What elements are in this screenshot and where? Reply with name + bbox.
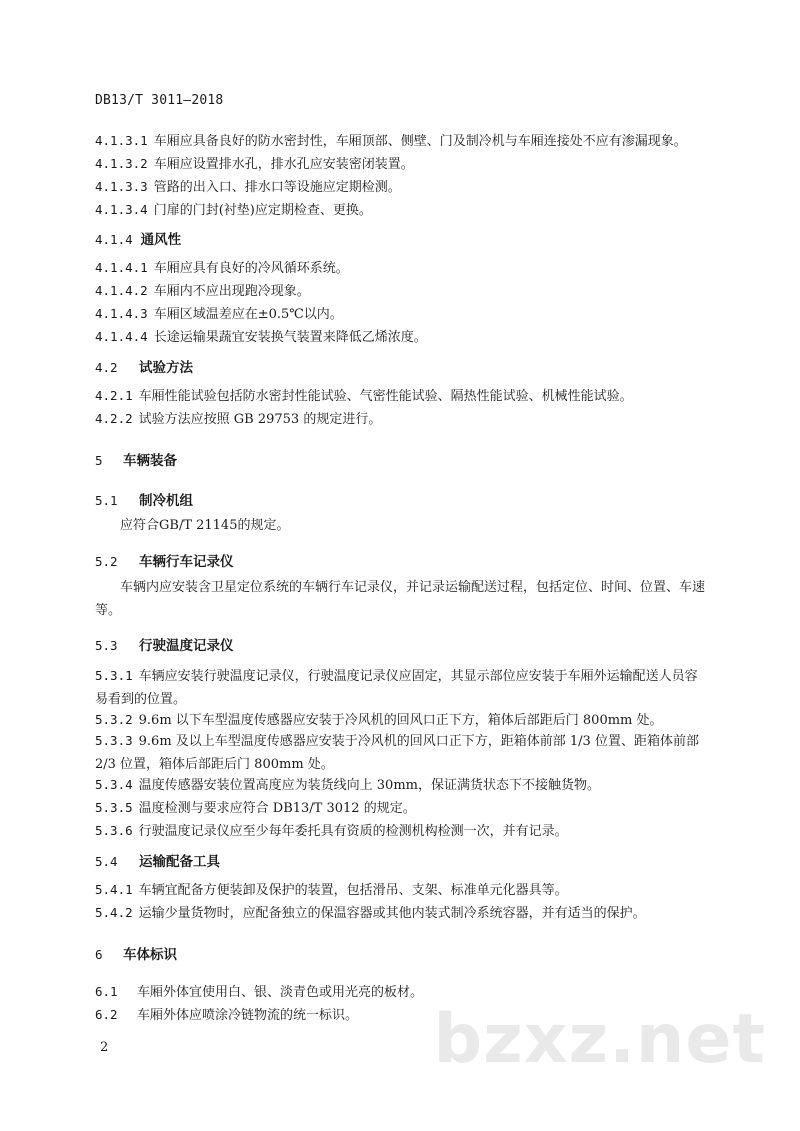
clause-4-1-4-1 [95, 258, 705, 278]
heading-title: 制冷机组 [139, 493, 193, 509]
clause-text: 车厢应具有良好的冷风循环系统。 [153, 261, 349, 276]
clause-number: 5.3.4 [95, 777, 133, 792]
clause-text: 车厢外体宜使用白、银、淡青色或用光亮的板材。 [137, 985, 424, 1000]
clause-4-1-3-2 [95, 154, 705, 174]
clause-number: 4.2.2 [95, 411, 133, 426]
clause-5-3-6 [95, 821, 705, 841]
clause-number: 4.1.3.3 [95, 179, 148, 194]
clause-text: 车厢内不应出现跑冷现象。 [153, 284, 310, 299]
clause-5-4-2 [95, 903, 705, 923]
clause-text: 车厢应设置排水孔，排水孔应安装密闭装置。 [153, 157, 414, 172]
clause-4-1-3-1 [95, 131, 705, 151]
paragraph-5-1: 应符合GB/T 21145的规定。 [120, 518, 290, 533]
heading-5-2 [95, 550, 234, 570]
heading-number: 5.2 [95, 554, 118, 569]
heading-title: 通风性 [140, 232, 182, 248]
heading-number: 6 [95, 947, 103, 962]
clause-4-1-4-2 [95, 281, 705, 301]
clause-number: 4.1.4.4 [95, 329, 148, 344]
clause-text: 9.6m 及以上车型温度传感器应安装于冷风机的回风口正下方，距箱体前部 1/3 位置、距箱体前部 2/3 位置，箱体后部距后门 800mm 处。 [95, 734, 699, 772]
clause-text: 试验方法应按照 GB 29753 的规定进行。 [138, 412, 382, 427]
clause-number: 6.1 [95, 984, 118, 999]
clause-5-3-4 [95, 775, 705, 795]
heading-number: 4.2 [95, 360, 118, 375]
clause-4-2-2 [95, 409, 705, 429]
clause-text: 运输少量货物时，应配备独立的保温容器或其他内装式制冷系统容器，并有适当的保护。 [138, 906, 646, 921]
clause-text: 管路的出入口、排水口等设施应定期检测。 [153, 180, 401, 195]
heading-number: 5.3 [95, 638, 118, 653]
clause-text: 车厢区域温差应在±0.5℃以内。 [153, 307, 343, 322]
clause-number: 5.4.2 [95, 905, 133, 920]
paragraph-5-2: 车辆内应安装含卫星定位系统的车辆行车记录仪，并记录运输配送过程，包括定位、时间、位置、车速等。 [95, 580, 706, 618]
clause-number: 5.3.6 [95, 823, 133, 838]
clause-number: 4.1.4.2 [95, 283, 148, 298]
watermark: bzxz.net [433, 1000, 766, 1079]
clause-number: 4.1.4.3 [95, 306, 148, 321]
clause-text: 车厢外体应喷涂冷链物流的统一标识。 [137, 1008, 359, 1023]
heading-number: 5.1 [95, 493, 118, 508]
clause-text: 门扉的门封(衬垫)应定期检查、更换。 [153, 203, 372, 218]
heading-number: 4.1.4 [95, 232, 133, 247]
heading-title: 车体标识 [123, 947, 177, 963]
clause-text: 长途运输果蔬宜安装换气装置来降低乙烯浓度。 [153, 330, 427, 345]
clause-text: 车厢应具备良好的防水密封性，车厢顶部、侧壁、门及制冷机与车厢连接处不应有渗漏现象。 [153, 134, 687, 149]
clause-4-1-4-3 [95, 304, 705, 324]
clause-number: 5.3.5 [95, 800, 133, 815]
heading-5-1 [95, 489, 193, 509]
document-id: DB13/T 3011—2018 [95, 93, 224, 108]
clause-text: 车厢性能试验包括防水密封性能试验、气密性能试验、隔热性能试验、机械性能试验。 [138, 389, 633, 404]
clause-number: 6.2 [95, 1007, 118, 1022]
clause-5-4-1 [95, 880, 705, 900]
heading-4-2 [95, 356, 193, 376]
clause-text: 车辆应安装行驶温度记录仪，行驶温度记录仪应固定，其显示部位应安装于车厢外运输配送人员容易看到的位置。 [95, 669, 698, 707]
clause-text: 温度检测与要求应符合 DB13/T 3012 的规定。 [138, 801, 416, 816]
clause-4-1-3-4 [95, 200, 705, 220]
heading-5-3 [95, 634, 234, 654]
heading-title: 试验方法 [139, 360, 193, 376]
clause-number: 4.2.1 [95, 388, 133, 403]
heading-6 [95, 943, 177, 963]
heading-4-1-4 [95, 228, 181, 248]
clause-number: 5.4.1 [95, 882, 133, 897]
clause-number: 4.1.3.4 [95, 202, 148, 217]
heading-5-4 [95, 850, 220, 870]
heading-5 [95, 449, 177, 469]
clause-4-1-4-4 [95, 327, 705, 347]
clause-number: 5.3.3 [95, 733, 133, 748]
clause-5-3-3 [95, 729, 707, 776]
clause-number: 4.1.4.1 [95, 260, 148, 275]
clause-text: 9.6m 以下车型温度传感器应安装于冷风机的回风口正下方，箱体后部距后门 800mm 处。 [138, 713, 663, 728]
heading-number: 5 [95, 453, 103, 468]
clause-5-3-5 [95, 798, 705, 818]
clause-4-1-3-3 [95, 177, 705, 197]
clause-text: 温度传感器安装位置高度应为装货线向上 30mm，保证满货状态下不接触货物。 [138, 778, 600, 793]
clause-number: 4.1.3.1 [95, 133, 148, 148]
clause-text: 车辆宜配备方便装卸及保护的装置，包括滑吊、支架、标准单元化器具等。 [138, 883, 568, 898]
clause-number: 5.3.2 [95, 712, 133, 727]
clause-4-2-1 [95, 386, 705, 406]
heading-title: 行驶温度记录仪 [139, 638, 234, 654]
heading-title: 运输配备工具 [139, 854, 220, 870]
page-number: 2 [100, 1040, 109, 1055]
clause-text: 行驶温度记录仪应至少每年委托具有资质的检测机构检测一次，并有记录。 [138, 824, 568, 839]
clause-5-3-2 [95, 710, 705, 730]
heading-title: 车辆装备 [123, 453, 177, 469]
heading-number: 5.4 [95, 854, 118, 869]
clause-number: 4.1.3.2 [95, 156, 148, 171]
clause-5-3-1 [95, 664, 707, 711]
clause-6-1 [95, 982, 705, 1002]
clause-number: 5.3.1 [95, 668, 133, 683]
heading-title: 车辆行车记录仪 [139, 554, 234, 570]
